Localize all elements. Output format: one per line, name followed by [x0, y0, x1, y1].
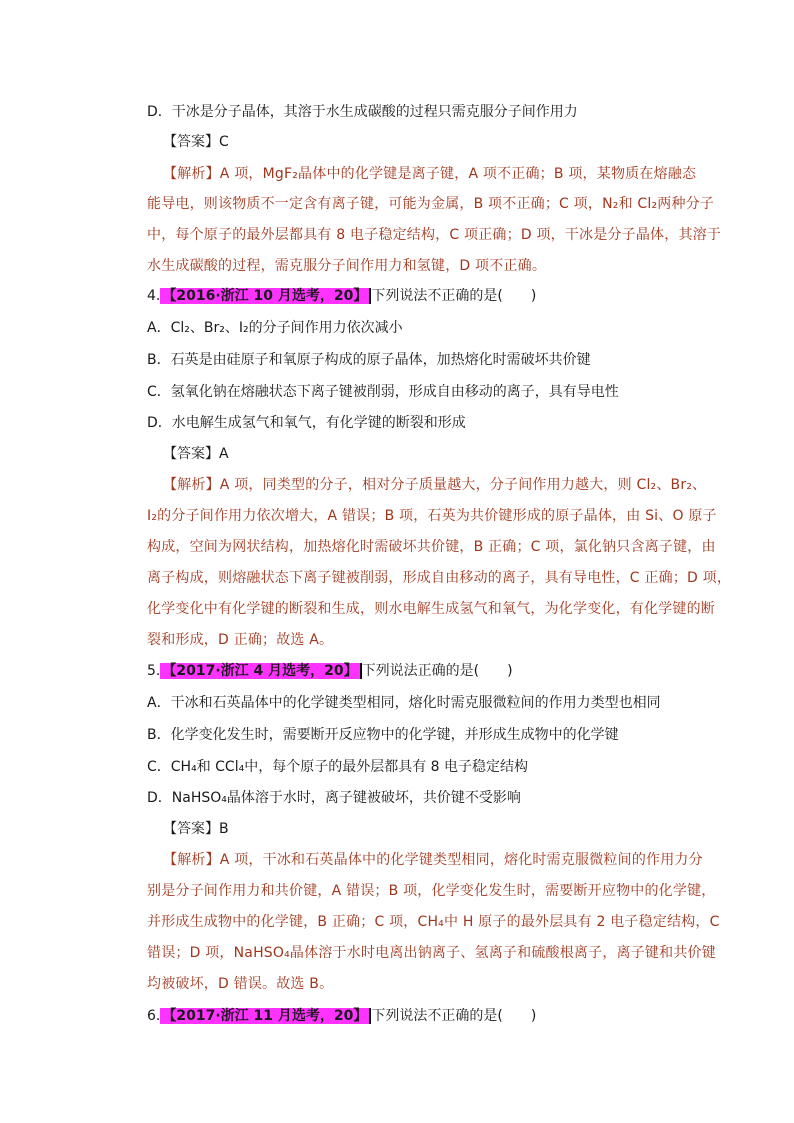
q4-option-d: D．水电解生成氢气和氧气，有化学键的断裂和形成	[147, 415, 466, 431]
q5-option-d: D．NaHSO₄晶体溶于水时，离子键被破坏，共价键不受影响	[147, 790, 521, 806]
q6-stem	[147, 1006, 536, 1026]
q5-option-b: B．化学变化发生时，需要断开反应物中的化学键，并形成生成物中的化学键	[147, 727, 619, 743]
q3-explanation-line-1: 【解析】A 项，MgF₂晶体中的化学键是离子键，A 项不正确；B 项，某物质在熔融态	[163, 166, 697, 182]
q4-explanation-line-3: 构成，空间为网状结构，加热熔化时需破坏共价键，B 正确；C 项，氯化钠只含离子键，由	[147, 539, 716, 555]
q4-option-b: B．石英是由硅原子和氧原子构成的原子晶体，加热熔化时需破坏共价键	[147, 352, 591, 368]
q6-source-tag: 【2017·浙江 11 月选考，20】	[160, 1008, 371, 1024]
q3-answer: 【答案】C	[163, 134, 229, 150]
q5-explanation-line-4: 错误；D 项，NaHSO₄晶体溶于水时电离出钠离子、氢离子和硫酸根离子，离子键和共价键	[147, 945, 716, 961]
q5-explanation-line-1: 【解析】A 项，干冰和石英晶体中的化学键类型相同，熔化时需克服微粒间的作用力分	[163, 852, 703, 868]
q5-stem	[147, 661, 513, 681]
q5-explanation-line-5: 均被破坏，D 错误。故选 B。	[147, 976, 334, 992]
q5-number: 5.	[147, 663, 161, 679]
q5-explanation-line-3: 并形成生成物中的化学键，B 正确；C 项，CH₄中 H 原子的最外层具有 2 电子稳定结构，C	[147, 914, 720, 930]
q4-number: 4.	[147, 288, 161, 304]
q4-source-tag: 【2016·浙江 10 月选考，20】	[160, 288, 371, 304]
q4-option-a: A．Cl₂、Br₂、I₂的分子间作用力依次减小	[147, 320, 403, 336]
q3-explanation-line-3: 中，每个原子的最外层都具有 8 电子稳定结构，C 项正确；D 项，干冰是分子晶体，其溶于	[147, 227, 722, 243]
q5-option-a: A．干冰和石英晶体中的化学键类型相同，熔化时需克服微粒间的作用力类型也相同	[147, 695, 661, 711]
q4-explanation-line-4: 离子构成，则熔融状态下离子键被削弱，形成自由移动的离子，具有导电性，C 正确；D 项，	[147, 570, 732, 586]
q5-source-tag: 【2017·浙江 4 月选考，20】	[160, 663, 361, 679]
q5-answer: 【答案】B	[163, 821, 229, 837]
q4-explanation-line-2: I₂的分子间作用力依次增大，A 错误；B 项，石英为共价键形成的原子晶体，由 Si、O 原子	[147, 508, 717, 524]
q3-option-d: D．干冰是分子晶体，其溶于水生成碳酸的过程只需克服分子间作用力	[147, 104, 578, 120]
q4-explanation-line-6: 裂和形成，D 正确；故选 A。	[147, 632, 334, 648]
q4-explanation-line-5: 化学变化中有化学键的断裂和生成，则水电解生成氢气和氧气，为化学变化，有化学键的断	[147, 601, 715, 617]
q5-option-c: C．CH₄和 CCl₄中，每个原子的最外层都具有 8 电子稳定结构	[147, 759, 528, 775]
q4-answer: 【答案】A	[163, 446, 229, 462]
q4-option-c: C．氢氧化钠在熔融状态下离子键被削弱，形成自由移动的离子，具有导电性	[147, 384, 619, 400]
q3-explanation-line-4: 水生成碳酸的过程，需克服分子间作用力和氢键，D 项不正确。	[147, 258, 547, 274]
q5-explanation-line-2: 别是分子间作用力和共价键，A 错误；B 项，化学变化发生时，需要断开应物中的化学键，	[147, 883, 716, 899]
q4-question: 下列说法不正确的是( )	[371, 288, 537, 304]
q6-question: 下列说法不正确的是( )	[371, 1008, 537, 1024]
q4-stem	[147, 286, 536, 306]
q6-number: 6.	[147, 1008, 161, 1024]
q5-question: 下列说法正确的是( )	[361, 663, 513, 679]
q4-explanation-line-1: 【解析】A 项，同类型的分子，相对分子质量越大，分子间作用力越大，则 Cl₂、Br₂、	[163, 477, 707, 493]
q3-explanation-line-2: 能导电，则该物质不一定含有离子键，可能为金属，B 项不正确；C 项，N₂和 Cl₂两种分子	[147, 196, 715, 212]
